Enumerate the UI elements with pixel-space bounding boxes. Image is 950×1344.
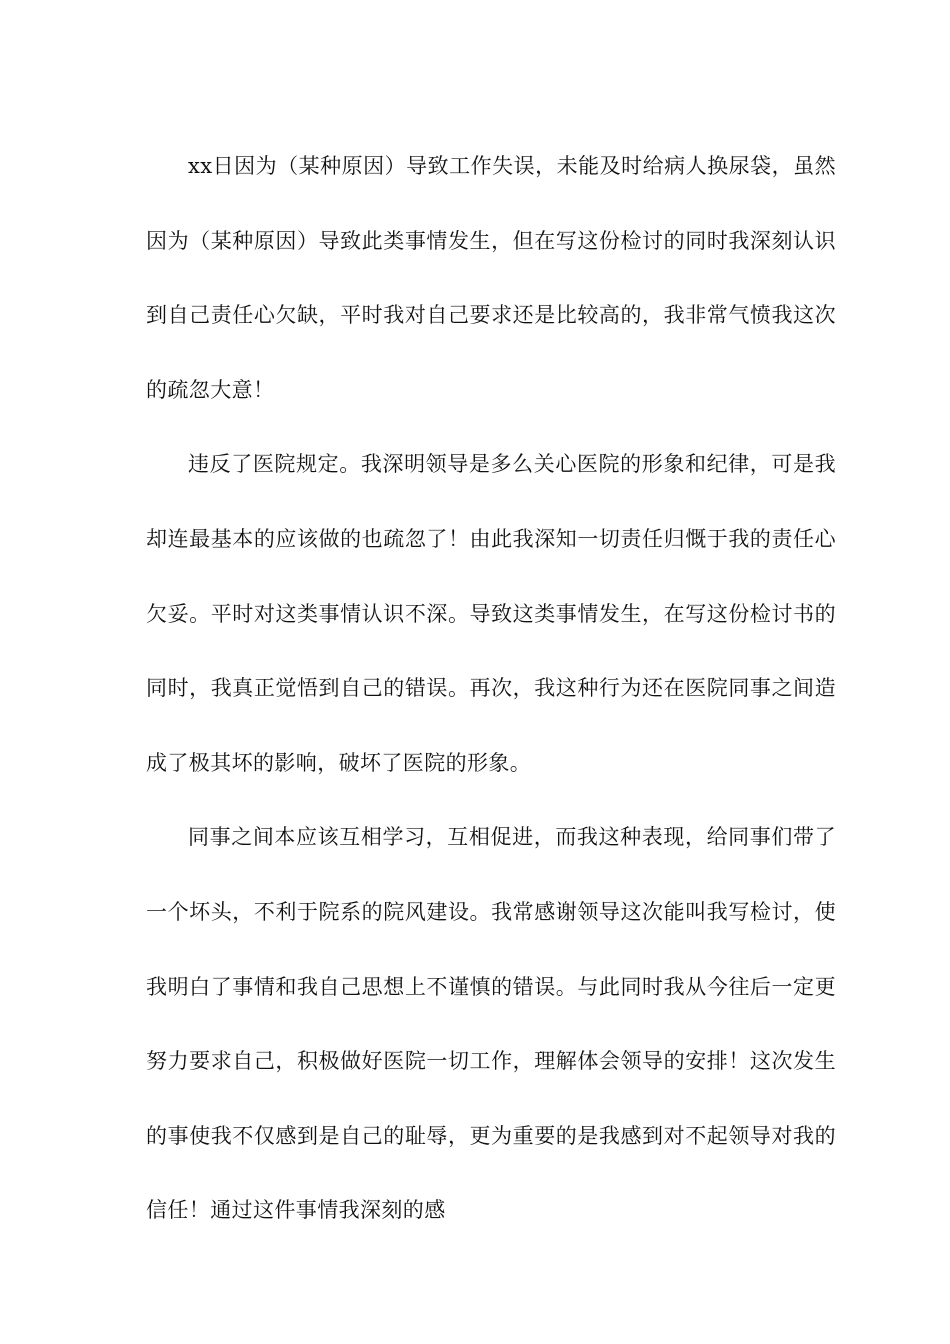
body-text — [146, 129, 836, 1248]
paragraph-3: 同事之间本应该互相学习，互相促进，而我这种表现，给同事们带了一个坏头，不利于院系的院风建设。我常感谢领导这次能叫我写检讨，使我明白了事情和我自己思想上不谨慎的错误。与此同时我从今往后一定更努力要求自己，积极做好医院一切工作，理解体会领导的安排！这次发生的事使我不仅感到是自己的耻辱，更为重要的是我感到对不起领导对我的信任！通过这件事情我深刻的感 — [146, 825, 836, 1223]
paragraph-1: xx日因为（某种原因）导致工作失误，未能及时给病人换尿袋，虽然因为（某种原因）导致此类事情发生，但在写这份检讨的同时我深刻认识到自己责任心欠缺，平时我对自己要求还是比较高的，我非常气愤我这次的疏忽大意！ — [146, 154, 836, 402]
paragraph-2: 违反了医院规定。我深明领导是多么关心医院的形象和纪律，可是我却连最基本的应该做的也疏忽了！由此我深知一切责任归慨于我的责任心欠妥。平时对这类事情认识不深。导致这类事情发生，在写这份检讨书的同时，我真正觉悟到自己的错误。再次，我这种行为还在医院同事之间造成了极其坏的影响，破坏了医院的形象。 — [146, 452, 836, 775]
